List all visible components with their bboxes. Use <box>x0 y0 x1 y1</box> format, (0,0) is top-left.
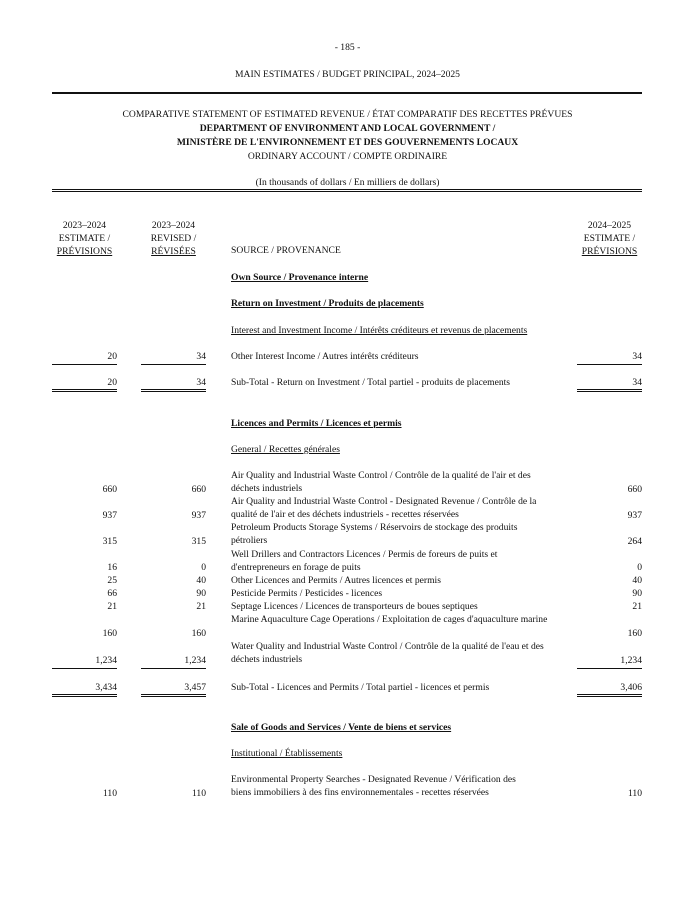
subsection-interest-income: Interest and Investment Income / Intérêts créditeurs et revenus de placements <box>231 325 528 336</box>
total-rule <box>141 364 206 365</box>
value-2023-revised: 660 <box>191 484 206 495</box>
statement-title: COMPARATIVE STATEMENT OF ESTIMATED REVENUE / ÉTAT COMPARATIF DES RECETTES PRÉVUES <box>122 109 573 120</box>
col-header-estimate-2023 <box>52 219 117 258</box>
page-number: - 185 - <box>334 42 361 53</box>
value-2023-estimate: 160 <box>102 628 117 639</box>
section-sale-goods-services: Sale of Goods and Services / Vente de biens et services <box>231 722 452 733</box>
value-2023-revised: 21 <box>196 601 206 612</box>
value-2024-estimate: 264 <box>627 536 642 547</box>
value-2023-estimate: 16 <box>107 562 117 573</box>
value-2024-estimate: 34 <box>632 351 642 362</box>
col4-type: ESTIMATE / <box>583 233 636 244</box>
subtotal-double-rule <box>577 389 642 390</box>
value-2023-estimate: 315 <box>102 536 117 547</box>
subtotal-double-rule <box>52 389 117 390</box>
col2-year: 2023–2024 <box>151 220 196 231</box>
value-2023-revised: 1,234 <box>184 655 206 666</box>
value-2023-estimate: 21 <box>107 601 117 612</box>
row-label: Sub-Total - Licences and Permits / Total partiel - licences et permis <box>231 682 490 693</box>
section-own-source: Own Source / Provenance interne <box>231 272 369 283</box>
department-title-en: DEPARTMENT OF ENVIRONMENT AND LOCAL GOVERNMENT / <box>199 123 496 134</box>
total-rule <box>577 364 642 365</box>
total-rule <box>52 364 117 365</box>
value-2023-revised: 110 <box>191 788 206 799</box>
row-label: Environmental Property Searches - Designated Revenue / Vérification des biens immobiliers à des fins environnementales - recettes réservées <box>231 774 516 798</box>
row-label: Petroleum Products Storage Systems / Réservoirs de stockage des produits pétroliers <box>231 522 518 546</box>
department-title-fr: MINISTÈRE DE L'ENVIRONNEMENT ET DES GOUVERNEMENTS LOCAUX <box>176 137 519 148</box>
col4-year: 2024–2025 <box>587 220 632 231</box>
row-label: Air Quality and Industrial Waste Control - Designated Revenue / Contrôle de la qualité de l'air et des déchets industriels - recettes réservées <box>231 496 537 520</box>
value-2024-estimate: 937 <box>627 510 642 521</box>
value-2023-estimate: 66 <box>107 588 117 599</box>
value-2023-revised: 315 <box>191 536 206 547</box>
col4-fr: PRÉVISIONS <box>581 246 638 257</box>
total-rule <box>577 668 642 669</box>
value-2024-estimate: 1,234 <box>620 655 642 666</box>
value-2023-estimate: 25 <box>107 575 117 586</box>
value-2023-estimate: 660 <box>102 484 117 495</box>
value-2023-revised: 90 <box>196 588 206 599</box>
value-2023-revised: 937 <box>191 510 206 521</box>
row-label: Air Quality and Industrial Waste Control / Contrôle de la qualité de l'air et des déchets industriels <box>231 470 531 494</box>
value-2023-revised: 160 <box>191 628 206 639</box>
account-title: ORDINARY ACCOUNT / COMPTE ORDINAIRE <box>247 151 448 162</box>
value-2024-estimate: 160 <box>627 628 642 639</box>
row-label: Other Interest Income / Autres intérêts créditeurs <box>231 351 419 362</box>
value-2023-estimate: 937 <box>102 510 117 521</box>
row-label: Marine Aquaculture Cage Operations / Exploitation de cages d'aquaculture marine <box>231 614 548 625</box>
value-2023-revised: 34 <box>196 351 206 362</box>
col2-type: REVISED / <box>150 233 197 244</box>
value-2024-estimate: 21 <box>632 601 642 612</box>
value-2024-estimate: 660 <box>627 484 642 495</box>
row-label: Water Quality and Industrial Waste Control / Contrôle de la qualité de l'eau et des déchets industriels <box>231 641 544 665</box>
units-note: (In thousands of dollars / En milliers de dollars) <box>255 177 440 188</box>
total-rule <box>141 668 206 669</box>
value-2023-estimate: 20 <box>107 351 117 362</box>
running-header: MAIN ESTIMATES / BUDGET PRINCIPAL, 2024–2025 <box>235 69 460 80</box>
value-2023-estimate: 3,434 <box>95 682 117 693</box>
value-2024-estimate: 3,406 <box>620 682 642 693</box>
value-2023-revised: 0 <box>201 562 206 573</box>
col1-type: ESTIMATE / <box>58 233 111 244</box>
total-rule <box>52 668 117 669</box>
subtotal-double-rule <box>141 389 206 390</box>
subtotal-double-rule <box>577 694 642 695</box>
col2-fr: RÉVISÉES <box>151 246 196 257</box>
value-2023-revised: 34 <box>196 377 206 388</box>
col-header-revised-2023 <box>141 219 206 258</box>
col1-fr: PRÉVISIONS <box>56 246 113 257</box>
value-2024-estimate: 110 <box>627 788 642 799</box>
row-label: Pesticide Permits / Pesticides - licences <box>231 588 383 599</box>
section-licences-permits: Licences and Permits / Licences et permis <box>231 418 402 429</box>
row-label: Other Licences and Permits / Autres licences et permis <box>231 575 441 586</box>
value-2023-revised: 40 <box>196 575 206 586</box>
col1-year: 2023–2024 <box>62 220 107 231</box>
value-2023-estimate: 1,234 <box>95 655 117 666</box>
title-double-rule <box>52 189 642 190</box>
header-rule <box>52 92 642 94</box>
value-2024-estimate: 90 <box>632 588 642 599</box>
row-label: Well Drillers and Contractors Licences / Permis de foreurs de puits et d'entrepreneurs en forage de puits <box>231 549 498 573</box>
value-2023-estimate: 110 <box>102 788 117 799</box>
subsection-general: General / Recettes générales <box>231 444 340 455</box>
row-label: Septage Licences / Licences de transporteurs de boues septiques <box>231 601 478 612</box>
subtotal-double-rule <box>141 694 206 695</box>
value-2023-estimate: 20 <box>107 377 117 388</box>
value-2024-estimate: 0 <box>637 562 642 573</box>
subtotal-double-rule <box>52 694 117 695</box>
value-2024-estimate: 40 <box>632 575 642 586</box>
subsection-institutional: Institutional / Établissements <box>231 748 343 759</box>
col-header-source: SOURCE / PROVENANCE <box>231 245 341 256</box>
section-return-on-investment: Return on Investment / Produits de placements <box>231 298 424 309</box>
value-2023-revised: 3,457 <box>184 682 206 693</box>
col-header-estimate-2024 <box>577 219 642 258</box>
row-label: Sub-Total - Return on Investment / Total partiel - produits de placements <box>231 377 511 388</box>
value-2024-estimate: 34 <box>632 377 642 388</box>
